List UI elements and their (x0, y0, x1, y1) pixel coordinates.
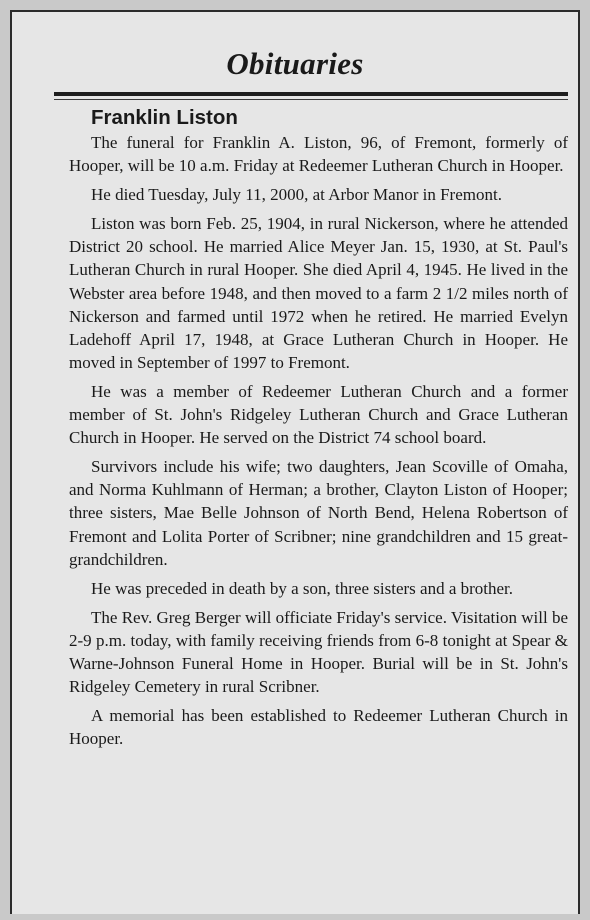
section-title: Obituaries (226, 46, 364, 81)
paragraph-funeral: The funeral for Franklin A. Liston, 96, of Fremont, formerly of Hooper, will be 10 a.m. Friday at Redeemer Lutheran Church in Hooper. (69, 133, 568, 176)
obituary-article (69, 104, 568, 750)
paragraph-memorial: A memorial has been established to Redeemer Lutheran Church in Hooper. (69, 706, 568, 749)
paragraph-services: The Rev. Greg Berger will officiate Friday's service. Visitation will be 2-9 p.m. today, with family receiving friends from 6-8 tonight at Spear & Warne-Johnson Funeral Home in Hooper. Burial will be in St. John's Ridgeley Cemetery in rural Scribner. (69, 607, 568, 697)
heading-rule-thin (54, 99, 568, 100)
paragraph-memberships: He was a member of Redeemer Lutheran Church and a former member of St. John's Ridgeley Lutheran Church and Grace Lutheran Church in Hooper. He served on the District 74 school board. (69, 381, 568, 448)
newspaper-clipping (10, 10, 580, 914)
heading-rule-thick (54, 92, 568, 96)
paragraph-death: He died Tuesday, July 11, 2000, at Arbor Manor in Fremont. (91, 185, 502, 205)
obituary-body (69, 131, 568, 750)
paragraph-survivors: Survivors include his wife; two daughters, Jean Scoville of Omaha, and Norma Kuhlmann of Herman; a brother, Clayton Liston of Hooper; three sisters, Mae Belle Johnson of North Bend, Helena Robertson of Fremont and Lolita Porter of Scribner; nine grandchildren and 15 great-grandchildren. (69, 457, 568, 569)
paragraph-biography: Liston was born Feb. 25, 1904, in rural Nickerson, where he attended District 20 school. He married Alice Meyer Jan. 15, 1930, at St. Paul's Lutheran Church in rural Hooper. She died April 4, 1945. He lived in the Webster area before 1948, and then moved to a farm 2 1/2 miles north of Nickerson and farmed until 1972 when he retired. He married Evelyn Ladehoff April 17, 1948, at Grace Lutheran Church in Hooper. He moved in September of 1997 to Fremont. (69, 214, 568, 372)
obituary-name: Franklin Liston (91, 106, 238, 129)
paragraph-preceded: He was preceded in death by a son, three sisters and a brother. (91, 578, 514, 598)
